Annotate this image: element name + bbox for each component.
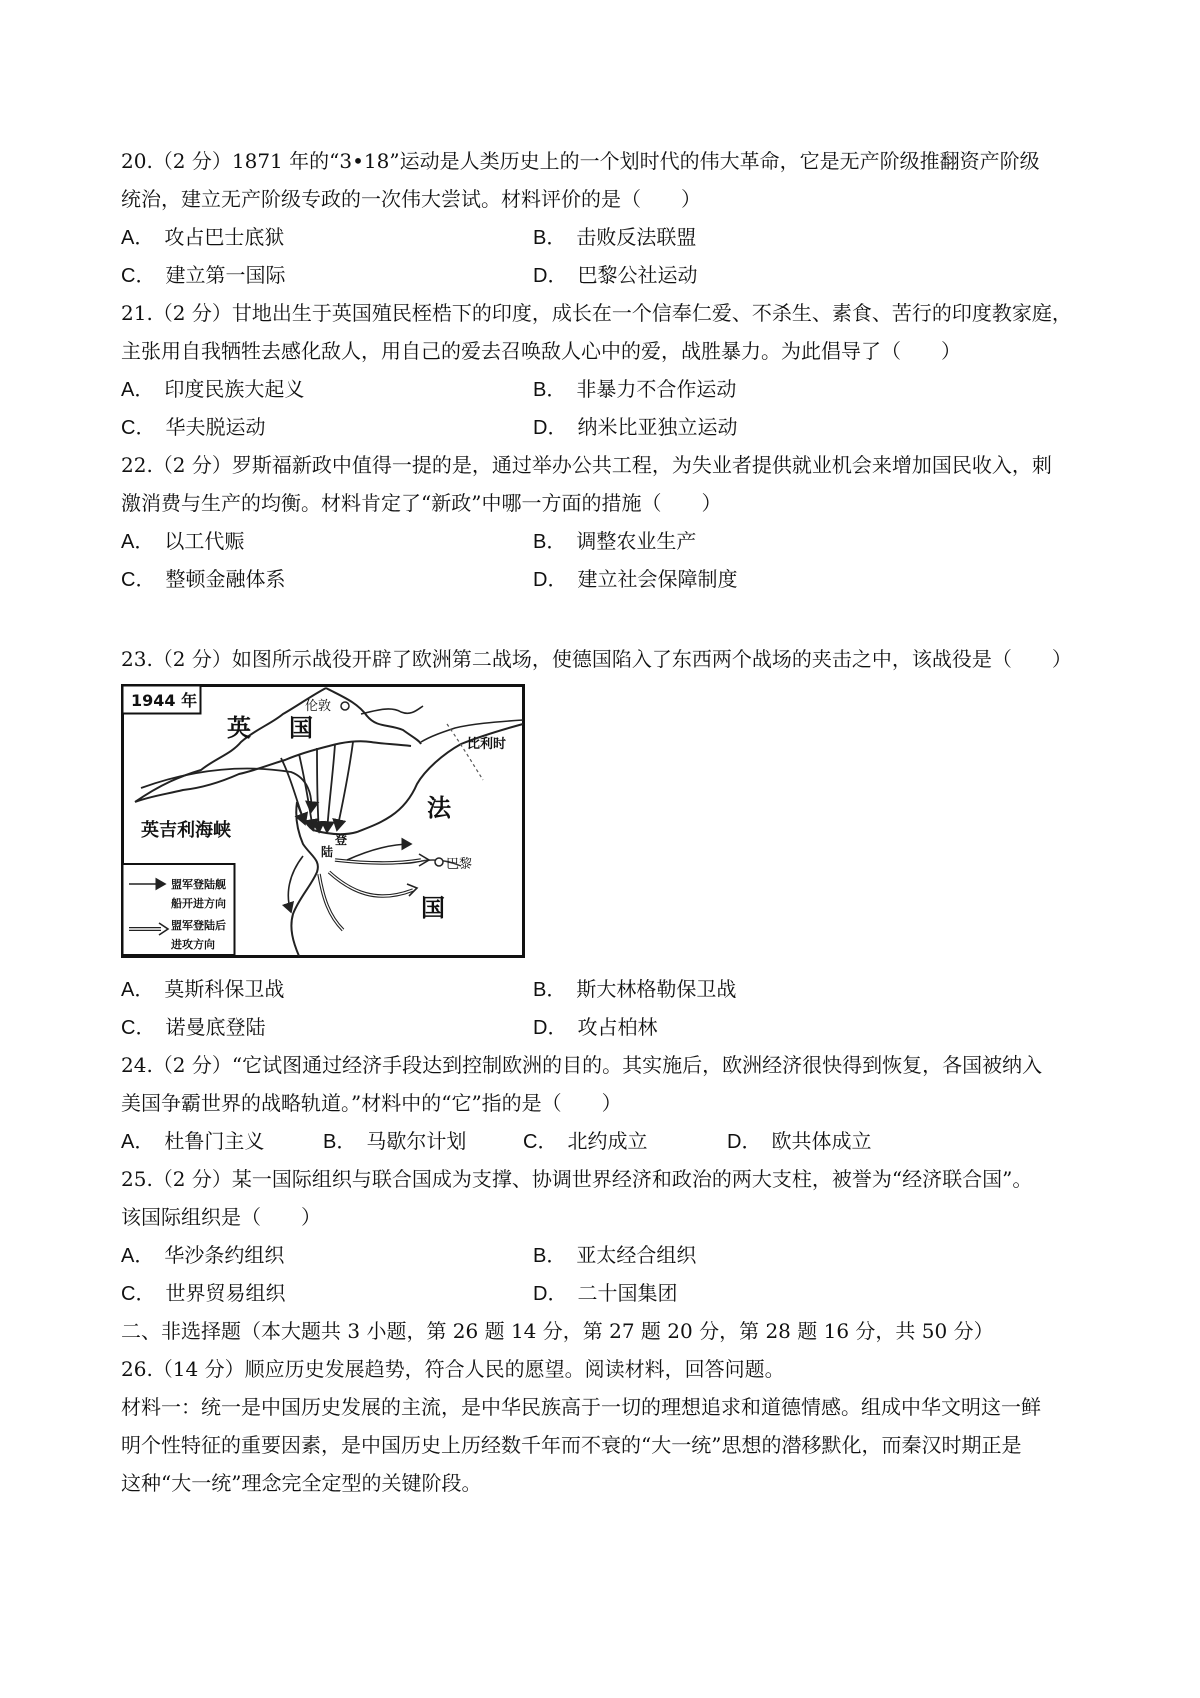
q23-option-c[interactable]	[121, 1013, 265, 1042]
option-text: 击败反法联盟	[576, 225, 697, 249]
q25-option-a[interactable]	[121, 1241, 284, 1270]
q22-option-c[interactable]	[121, 565, 285, 594]
option-text: 北约成立	[567, 1129, 648, 1153]
map-label-uk-1: 英	[227, 714, 251, 742]
q23-option-b[interactable]	[533, 975, 736, 1004]
option-key: D．	[533, 1017, 568, 1039]
q22-stem-line-2: 激消费与生产的均衡。材料肯定了“新政”中哪一方面的措施（ ）	[121, 491, 722, 515]
option-text: 华夫脱运动	[165, 415, 266, 439]
option-text: 华沙条约组织	[164, 1243, 285, 1267]
q24-stem-line-1: 24.（2 分）“它试图通过经济手段达到控制欧洲的目的。其实施后，欧洲经济很快得到恢复，各国被纳入	[121, 1053, 1043, 1077]
q20-option-b[interactable]	[533, 223, 696, 252]
option-key: A．	[121, 1131, 155, 1153]
paris-city-marker	[435, 858, 443, 866]
option-text: 印度民族大起义	[164, 377, 305, 401]
option-text: 诺曼底登陆	[165, 1015, 266, 1039]
map-label-london: 伦敦	[305, 699, 332, 714]
map-label-uk-2: 国	[289, 714, 313, 742]
option-key: D．	[727, 1131, 762, 1153]
option-key: C．	[121, 1283, 156, 1305]
q25-option-b[interactable]	[533, 1241, 696, 1270]
option-text: 攻占巴士底狱	[164, 225, 285, 249]
option-key: C．	[121, 417, 156, 439]
option-key: B．	[323, 1131, 357, 1153]
option-key: B．	[533, 227, 567, 249]
q24-option-c[interactable]	[523, 1127, 647, 1156]
option-key: D．	[533, 569, 568, 591]
london-city-marker	[341, 702, 349, 710]
map-label-belgium: 比利时	[467, 737, 507, 752]
q26-material-line-1: 材料一：统一是中国历史发展的主流，是中华民族高于一切的理想追求和道德情感。组成中华文明这一鲜	[121, 1395, 1041, 1419]
option-key: A．	[121, 227, 155, 249]
option-text: 纳米比亚独立运动	[577, 415, 738, 439]
option-text: 欧共体成立	[771, 1129, 872, 1153]
q24-stem-line-2: 美国争霸世界的战略轨道。”材料中的“它”指的是（ ）	[121, 1091, 622, 1115]
map-year-label: 1944 年	[131, 691, 198, 710]
q26-material-line-2: 明个性特征的重要因素，是中国历史上历经数千年而不衰的“大一统”思想的潜移默化，而秦汉时期正是	[121, 1433, 1022, 1457]
option-key: B．	[533, 979, 567, 1001]
map-label-france-2: 国	[421, 894, 445, 922]
q25-stem-line-2: 该国际组织是（ ）	[121, 1205, 321, 1229]
q23-stem-line-1: 23.（2 分）如图所示战役开辟了欧洲第二战场，使德国陷入了东西两个战场的夹击之中，该战役是（ ）	[121, 647, 1072, 671]
q20-stem-line-2: 统治，建立无产阶级专政的一次伟大尝试。材料评价的是（ ）	[121, 187, 701, 211]
option-key: A．	[121, 531, 155, 553]
option-text: 亚太经合组织	[576, 1243, 697, 1267]
option-text: 巴黎公社运动	[577, 263, 698, 287]
q24-option-d[interactable]	[727, 1127, 871, 1156]
legend-item-1-line-2: 船开进方向	[171, 897, 226, 910]
legend-item-2-line-2: 进攻方向	[171, 938, 215, 951]
option-key: C．	[121, 265, 156, 287]
section-2-heading: 二、非选择题（本大题共 3 小题，第 26 题 14 分，第 27 题 20 分，第 28 题 16 分，共 50 分）	[121, 1319, 994, 1343]
q22-option-a[interactable]	[121, 527, 244, 556]
option-key: A．	[121, 379, 155, 401]
q25-option-d[interactable]	[533, 1279, 677, 1308]
map-label-paris: 巴黎	[446, 857, 473, 872]
q20-option-c[interactable]	[121, 261, 285, 290]
q22-option-d[interactable]	[533, 565, 737, 594]
option-text: 非暴力不合作运动	[576, 377, 737, 401]
q20-option-a[interactable]	[121, 223, 284, 252]
q24-option-b[interactable]	[323, 1127, 466, 1156]
option-text: 整顿金融体系	[165, 567, 286, 591]
option-text: 杜鲁门主义	[164, 1129, 265, 1153]
q24-option-a[interactable]	[121, 1127, 264, 1156]
q23-option-a[interactable]	[121, 975, 284, 1004]
q26-material-line-3: 这种“大一统”理念完全定型的关键阶段。	[121, 1471, 482, 1495]
q21-option-c[interactable]	[121, 413, 265, 442]
q26-stem-line-1: 26.（14 分）顺应历史发展趋势，符合人民的愿望。阅读材料，回答问题。	[121, 1357, 785, 1381]
option-text: 攻占柏林	[577, 1015, 658, 1039]
map-svg	[121, 684, 525, 958]
q23-option-d[interactable]	[533, 1013, 657, 1042]
legend-item-1-line-1: 盟军登陆舰	[171, 878, 226, 891]
q21-option-a[interactable]	[121, 375, 304, 404]
option-key: B．	[533, 379, 567, 401]
q21-option-d[interactable]	[533, 413, 737, 442]
option-key: B．	[533, 1245, 567, 1267]
legend-item-2-line-1: 盟军登陆后	[171, 919, 226, 932]
q20-stem-line-1: 20.（2 分）1871 年的“3•18”运动是人类历史上的一个划时代的伟大革命，它是无产阶级推翻资产阶级	[121, 149, 1040, 173]
option-key: A．	[121, 979, 155, 1001]
q20-option-d[interactable]	[533, 261, 697, 290]
q22-option-b[interactable]	[533, 527, 696, 556]
option-text: 莫斯科保卫战	[164, 977, 285, 1001]
option-key: D．	[533, 417, 568, 439]
q21-stem-line-2: 主张用自我牺牲去感化敌人，用自己的爱去召唤敌人心中的爱，战胜暴力。为此倡导了（ ）	[121, 339, 961, 363]
option-key: B．	[533, 531, 567, 553]
map-label-beach-1: 登	[335, 833, 348, 847]
q25-stem-line-1: 25.（2 分）某一国际组织与联合国成为支撑、协调世界经济和政治的两大支柱，被誉为“经济联合国”。	[121, 1167, 1033, 1191]
q21-option-b[interactable]	[533, 375, 736, 404]
option-text: 调整农业生产	[576, 529, 697, 553]
option-text: 建立第一国际	[165, 263, 286, 287]
map-label-channel: 英吉利海峡	[141, 820, 231, 841]
normandy-map-figure	[121, 684, 525, 958]
q25-option-c[interactable]	[121, 1279, 285, 1308]
map-label-france-1: 法	[427, 794, 451, 822]
option-key: D．	[533, 1283, 568, 1305]
option-text: 以工代赈	[164, 529, 245, 553]
option-key: C．	[121, 569, 156, 591]
option-text: 马歇尔计划	[366, 1129, 467, 1153]
option-key: A．	[121, 1245, 155, 1267]
option-key: C．	[523, 1131, 558, 1153]
option-key: C．	[121, 1017, 156, 1039]
q22-stem-line-1: 22.（2 分）罗斯福新政中值得一提的是，通过举办公共工程，为失业者提供就业机会来增加国民收入，刺	[121, 453, 1052, 477]
option-text: 世界贸易组织	[165, 1281, 286, 1305]
option-key: D．	[533, 265, 568, 287]
option-text: 二十国集团	[577, 1281, 678, 1305]
map-label-beach-2: 陆	[321, 845, 334, 859]
option-text: 建立社会保障制度	[577, 567, 738, 591]
q21-stem-line-1: 21.（2 分）甘地出生于英国殖民桎梏下的印度，成长在一个信奉仁爱、不杀生、素食、苦行的印度教家庭，	[121, 301, 1072, 325]
option-text: 斯大林格勒保卫战	[576, 977, 737, 1001]
